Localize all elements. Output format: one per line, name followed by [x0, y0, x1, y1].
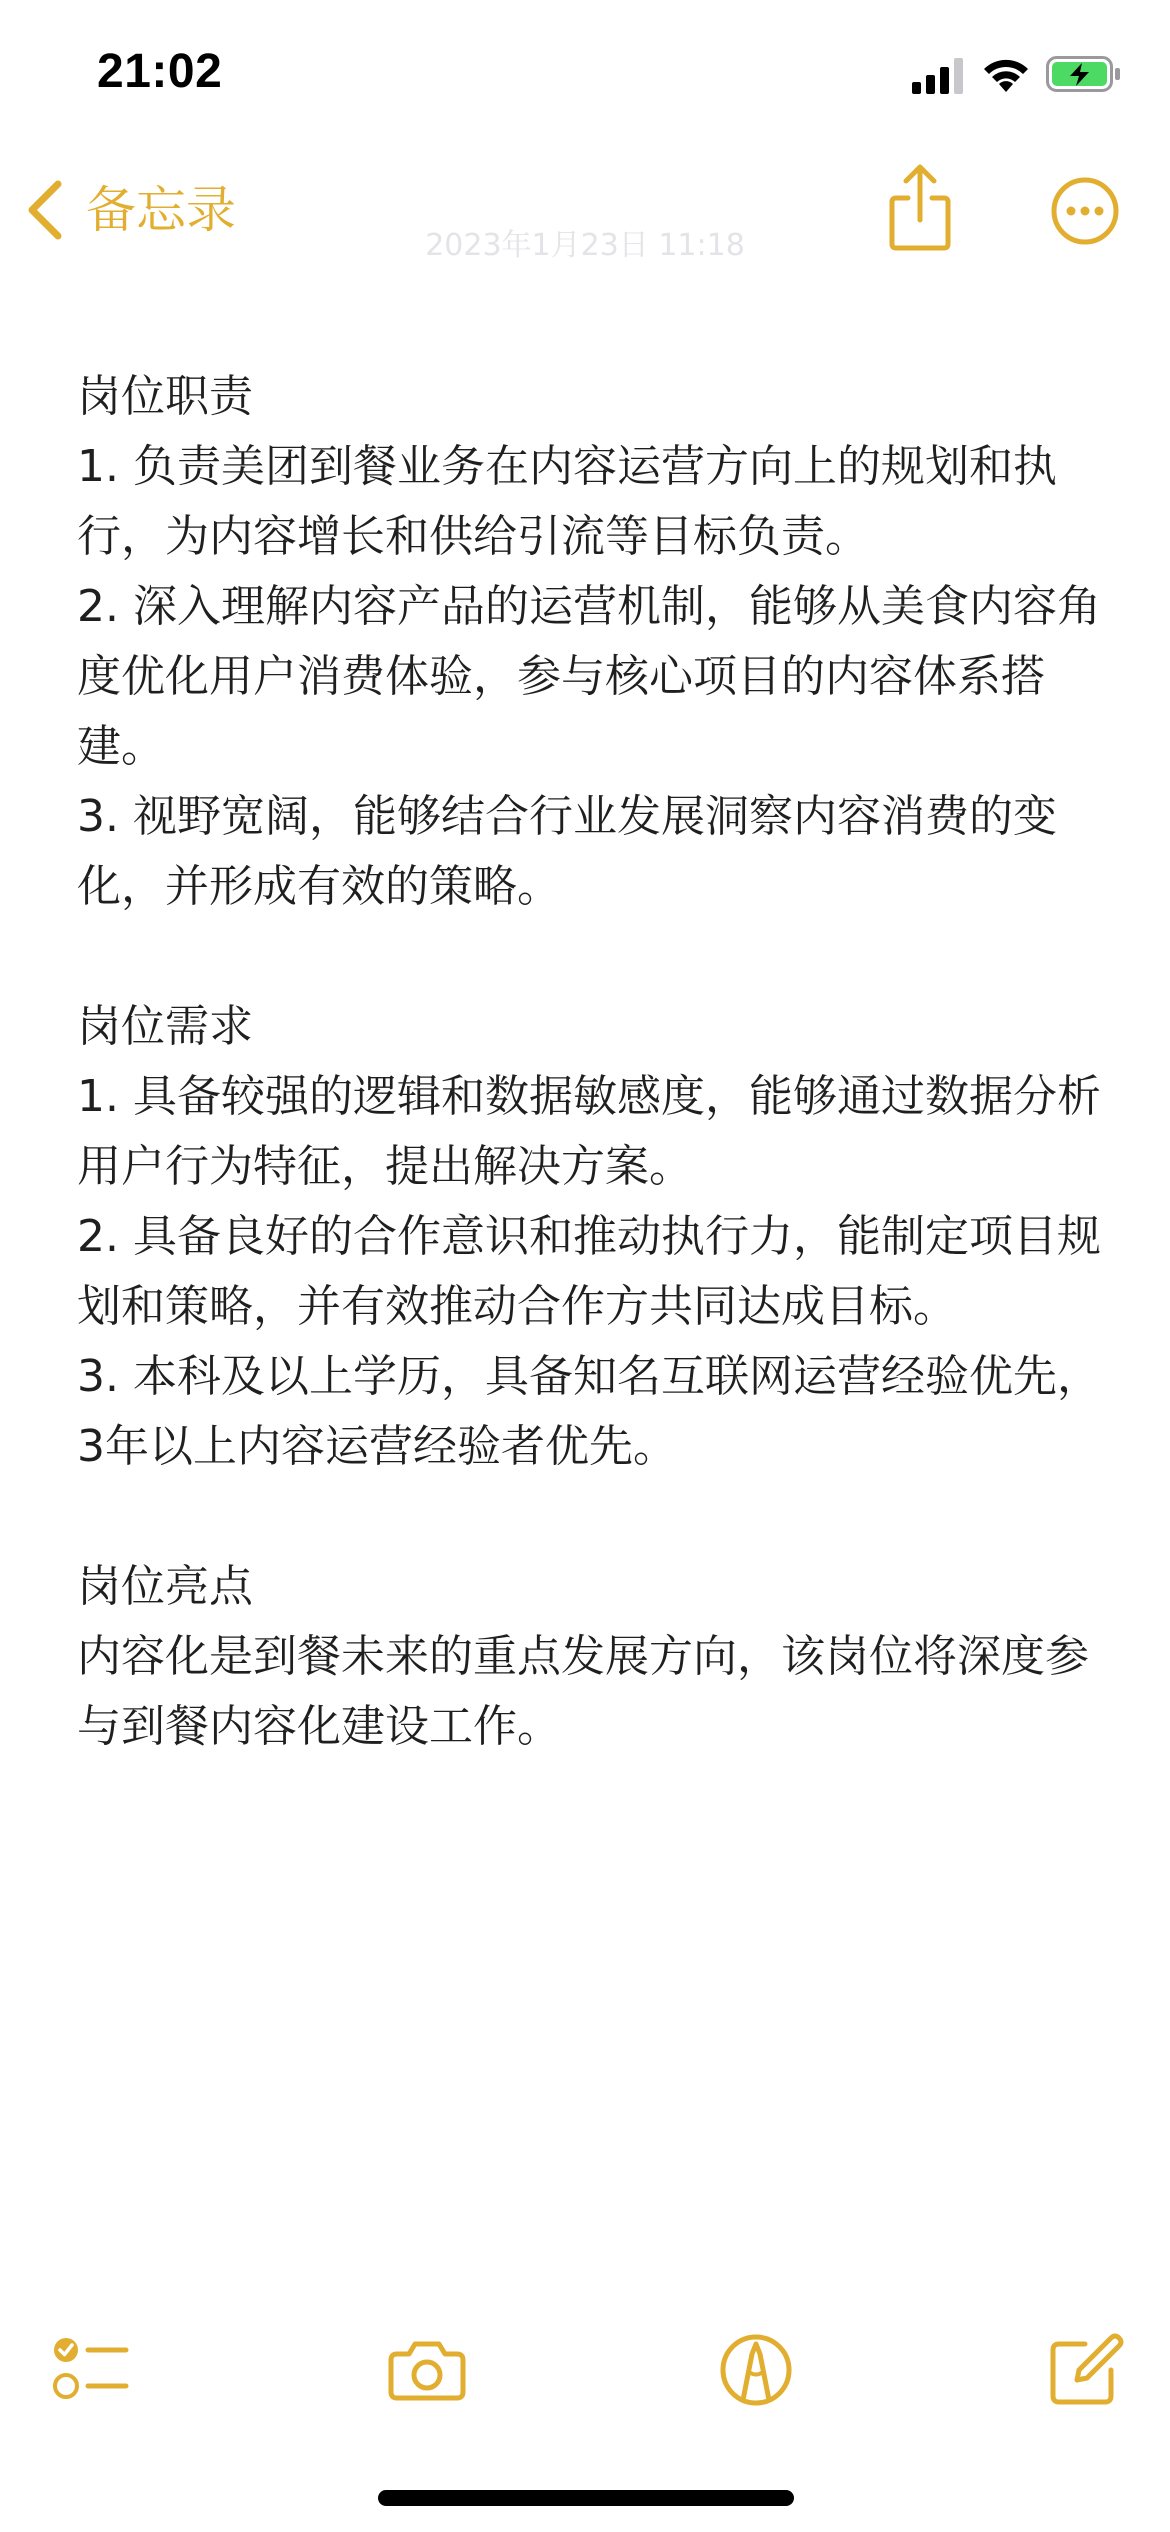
section-heading: 岗位职责: [77, 371, 253, 422]
home-indicator[interactable]: [378, 2490, 794, 2506]
blank-line: [77, 922, 1117, 992]
note-line: 1. 具备较强的逻辑和数据敏感度，能够通过数据分析用户行为特征，提出解决方案。: [77, 1071, 1101, 1192]
bottom-toolbar: [0, 2300, 1170, 2440]
note-line: 3. 本科及以上学历，具备知名互联网运营经验优先，3年以上内容运营经验者优先。: [77, 1351, 1101, 1472]
back-label: 备忘录: [86, 181, 236, 239]
note-line: 2. 具备良好的合作意识和推动执行力，能制定项目规划和策略，并有效推动合作方共同达成目标。: [77, 1211, 1101, 1332]
more-options-icon[interactable]: [1050, 176, 1120, 246]
share-icon[interactable]: [886, 162, 954, 254]
blank-line: [77, 1482, 1117, 1552]
status-time: 21:02: [97, 45, 223, 98]
note-line: 2. 深入理解内容产品的运营机制，能够从美食内容角度优化用户消费体验，参与核心项目的内容体系搭建。: [77, 581, 1101, 772]
back-button[interactable]: [24, 170, 236, 250]
nav-bar: [0, 150, 1170, 270]
note-body[interactable]: [77, 362, 1117, 1762]
wifi-icon: [980, 54, 1032, 94]
note-line: 1. 负责美团到餐业务在内容运营方向上的规划和执行，为内容增长和供给引流等目标负责。: [77, 441, 1057, 562]
note-line: 3. 视野宽阔，能够结合行业发展洞察内容消费的变化，并形成有效的策略。: [77, 791, 1057, 912]
section-heading: 岗位亮点: [77, 1561, 253, 1612]
compose-icon[interactable]: [1045, 2330, 1125, 2410]
camera-icon[interactable]: [387, 2330, 467, 2410]
cellular-signal-icon: [912, 58, 966, 94]
battery-charging-icon: [1046, 54, 1122, 94]
markup-icon[interactable]: [716, 2330, 796, 2410]
status-bar: [0, 0, 1170, 150]
checklist-icon[interactable]: [52, 2330, 132, 2410]
note-line: 内容化是到餐未来的重点发展方向，该岗位将深度参与到餐内容化建设工作。: [77, 1631, 1089, 1752]
chevron-left-icon: [24, 178, 66, 242]
section-heading: 岗位需求: [77, 1001, 253, 1052]
note-date: 2023年1月23日 11:18: [425, 228, 745, 263]
